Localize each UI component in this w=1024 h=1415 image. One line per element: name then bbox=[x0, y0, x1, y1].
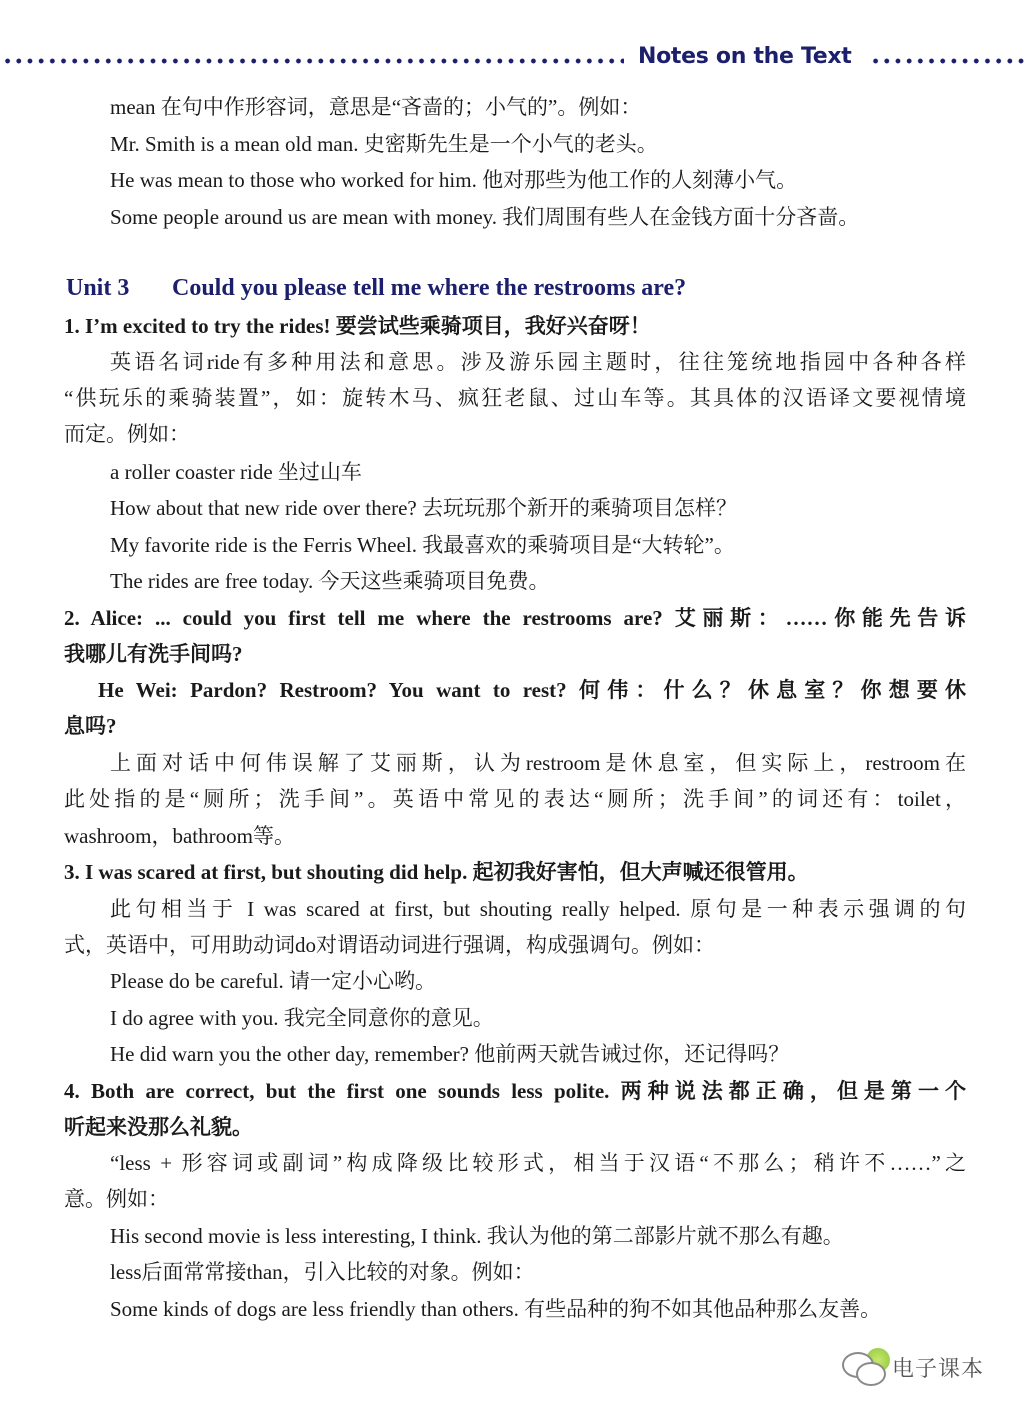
explanation-line: “less + 形容词或副词”构成降级比较形式，相当于汉语“不那么；稍许不……”之 bbox=[110, 1151, 966, 1175]
explanation-line: 英语名词ride有多种用法和意思。涉及游乐园主题时，往往笼统地指园中各种各样 bbox=[110, 350, 966, 374]
example-line: He was mean to those who worked for him. 他对那些为他工作的人刻薄小气。 bbox=[110, 168, 798, 192]
note-heading: 我哪儿有洗手间吗? bbox=[64, 642, 243, 666]
unit-title: Could you please tell me where the restrooms are? bbox=[172, 275, 687, 301]
explanation-line: washroom，bathroom等。 bbox=[64, 824, 295, 848]
example-line: His second movie is less interesting, I think. 我认为他的第二部影片就不那么有趣。 bbox=[110, 1224, 844, 1248]
example-line: How about that new ride over there? 去玩玩那个新开的乘骑项目怎样？ bbox=[110, 496, 737, 520]
note-heading: 1. I’m excited to try the rides! 要尝试些乘骑项目，我好兴奋呀！ bbox=[64, 314, 651, 338]
example-line: My favorite ride is the Ferris Wheel. 我最喜欢的乘骑项目是“大转轮”。 bbox=[110, 533, 735, 557]
example-line: The rides are free today. 今天这些乘骑项目免费。 bbox=[110, 569, 550, 593]
chat-bubble-icon bbox=[856, 1362, 886, 1386]
watermark-text: 电子课本 bbox=[892, 1357, 985, 1382]
dotted-rule-right bbox=[870, 58, 1024, 64]
example-line: a roller coaster ride 坐过山车 bbox=[110, 460, 362, 484]
watermark bbox=[842, 1348, 1002, 1388]
text-line: mean 在句中作形容词，意思是“吝啬的；小气的”。例如： bbox=[110, 95, 642, 119]
note-heading: He Wei: Pardon? Restroom? You want to rest? 何伟：什么？休息室？你想要休 bbox=[98, 678, 966, 702]
explanation-line: 上面对话中何伟误解了艾丽斯，认为restroom是休息室，但实际上，restroom在 bbox=[110, 751, 966, 775]
note-heading: 4. Both are correct, but the first one sounds less polite. 两种说法都正确，但是第一个 bbox=[64, 1079, 966, 1103]
explanation-line: 式，英语中，可用助动词do对谓语动词进行强调，构成强调句。例如： bbox=[64, 933, 715, 957]
note-heading: 听起来没那么礼貌。 bbox=[64, 1115, 253, 1139]
dotted-rule-left bbox=[2, 58, 624, 64]
example-line: Mr. Smith is a mean old man. 史密斯先生是一个小气的老头。 bbox=[110, 132, 658, 156]
note-heading: 2. Alice: ... could you first tell me where the restrooms are? 艾丽斯：……你能先告诉 bbox=[64, 606, 966, 630]
explanation-line: 此处指的是“厕所；洗手间”。英语中常见的表达“厕所；洗手间”的词还有：toilet， bbox=[64, 787, 966, 811]
running-header bbox=[0, 44, 1024, 76]
explanation-line: less后面常常接than，引入比较的对象。例如： bbox=[110, 1260, 535, 1284]
example-line: He did warn you the other day, remember? 他前两天就告诫过你，还记得吗？ bbox=[110, 1042, 790, 1066]
explanation-line: 而定。例如： bbox=[64, 422, 190, 446]
header-title: Notes on the Text bbox=[638, 44, 852, 69]
example-line: Please do be careful. 请一定小心哟。 bbox=[110, 969, 437, 993]
note-heading: 3. I was scared at first, but shouting did help. 起初我好害怕，但大声喊还很管用。 bbox=[64, 860, 809, 884]
example-line: Some people around us are mean with money. 我们周围有些人在金钱方面十分吝啬。 bbox=[110, 205, 860, 229]
example-line: I do agree with you. 我完全同意你的意见。 bbox=[110, 1006, 494, 1030]
explanation-line: 意。例如： bbox=[64, 1187, 169, 1211]
note-heading: 息吗? bbox=[64, 714, 117, 738]
explanation-line: 此句相当于 I was scared at first, but shouting really helped. 原句是一种表示强调的句 bbox=[110, 897, 966, 921]
explanation-line: “供玩乐的乘骑装置”，如：旋转木马、疯狂老鼠、过山车等。其具体的汉语译文要视情境 bbox=[64, 386, 966, 410]
unit-number: Unit 3 bbox=[66, 275, 130, 301]
example-line: Some kinds of dogs are less friendly than others. 有些品种的狗不如其他品种那么友善。 bbox=[110, 1297, 882, 1321]
unit-heading bbox=[66, 275, 686, 302]
